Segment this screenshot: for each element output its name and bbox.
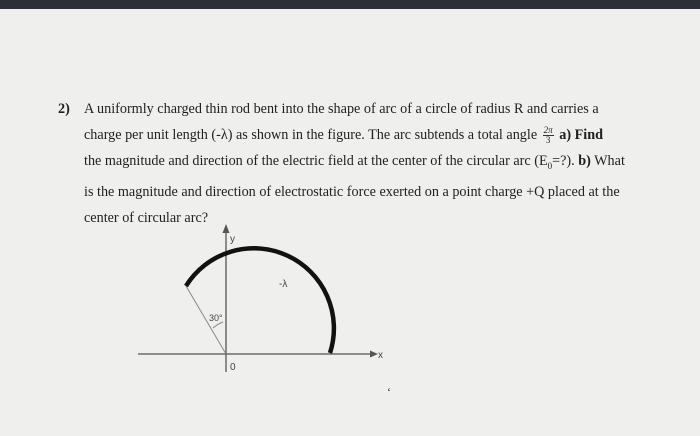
problem-line-3-mid: =?).	[552, 153, 579, 169]
problem-line-1	[58, 96, 658, 122]
arc-figure	[130, 222, 390, 382]
angle-fraction	[543, 126, 554, 145]
problem-line-2-text: charge per unit length (-λ) as shown in the figure. The arc subtends a total angle	[84, 127, 541, 143]
problem-line-5-text: center of circular arc?	[84, 209, 209, 226]
part-b-label: b)	[578, 153, 591, 169]
stray-mark: ‘	[387, 385, 391, 399]
angle-label: 30°	[209, 313, 223, 323]
origin-label: 0	[230, 362, 236, 373]
angle-numerator: 2π	[543, 125, 553, 136]
x-axis-arrow-icon	[370, 351, 378, 358]
problem-number: 2)	[58, 101, 70, 117]
problem-line-3-text: the magnitude and direction of the electric field at the center of the circular arc (E	[84, 153, 548, 169]
problem-line-1-text: A uniformly charged thin rod bent into the shape of arc of a circle of radius R and carries a	[84, 101, 599, 117]
problem-line-3-end: What	[590, 153, 625, 169]
problem-line-3	[58, 148, 658, 179]
x-axis-label: x	[378, 350, 383, 361]
part-a-label: a) Find	[555, 127, 603, 143]
field-subscript: 0	[547, 160, 553, 171]
problem-statement	[58, 96, 658, 231]
angle-denominator: 3	[545, 135, 551, 146]
y-axis-label: y	[230, 234, 235, 245]
problem-line-2	[58, 122, 658, 148]
charge-label: -λ	[279, 279, 288, 290]
top-bar	[0, 0, 700, 9]
problem-line-4-text: is the magnitude and direction of electrostatic force exerted on a point charge +Q placed at the	[84, 183, 620, 200]
y-axis-arrow-icon	[223, 224, 230, 233]
problem-line-4	[58, 179, 658, 205]
charged-arc	[186, 248, 334, 353]
